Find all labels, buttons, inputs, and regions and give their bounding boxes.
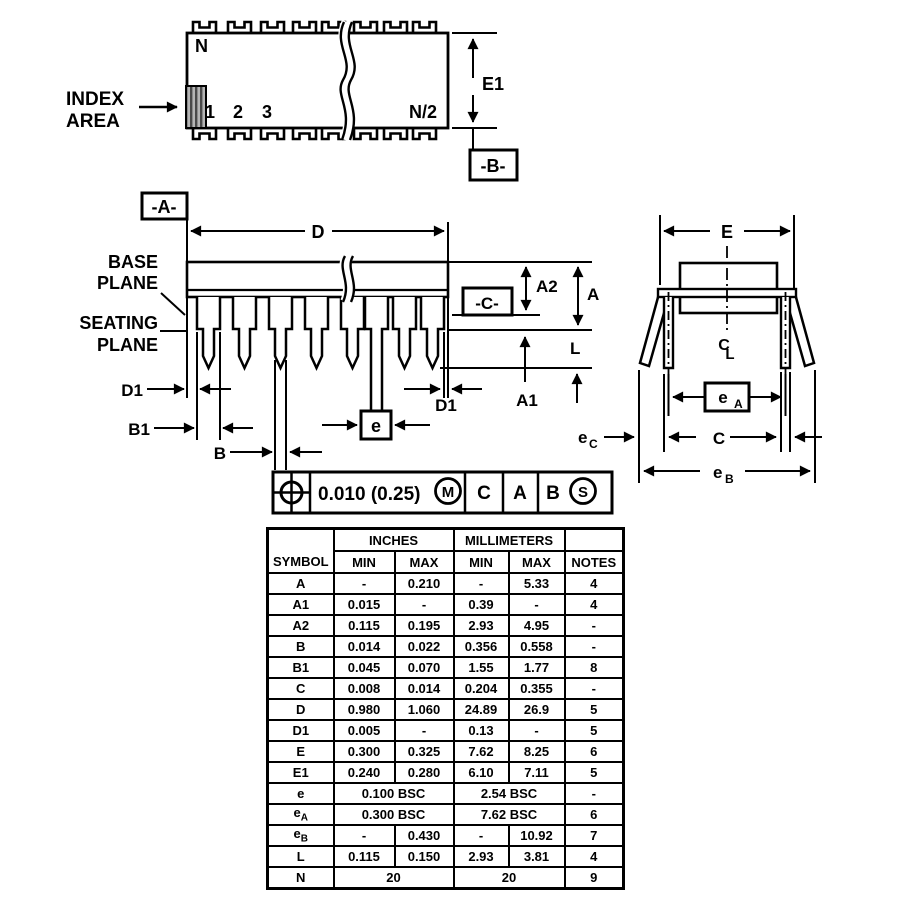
dim-e-end-label: E [720,222,734,242]
table-row: N 20 20 9 [268,867,624,889]
svg-text:C: C [718,337,730,354]
col-header-max-inches: MAX [395,551,454,573]
table-row: A2 0.115 0.195 2.93 4.95 - [268,615,624,636]
col-header-inches: INCHES [334,529,454,552]
dim-d1-left-label: D1 [121,381,143,400]
table-row: C 0.008 0.014 0.204 0.355 - [268,678,624,699]
table-row: E 0.300 0.325 7.62 8.25 6 [268,741,624,762]
col-header-min-mm: MIN [454,551,509,573]
top-view [66,22,517,180]
base-plane-label-2: PLANE [96,273,158,293]
tolerance-frame [273,472,612,513]
col-header-notes: NOTES [565,551,624,573]
table-row: D 0.980 1.060 24.89 26.9 5 [268,699,624,720]
dim-ea-label: e [718,388,728,407]
dim-e-label: e [370,416,382,436]
table-row: D1 0.005 - 0.13 - 5 [268,720,624,741]
col-header-millimeters: MILLIMETERS [454,529,565,552]
index-area-label-2: AREA [66,111,120,132]
dimension-table [266,527,625,890]
pin-n-label: N [195,36,208,56]
svg-text:S: S [577,484,589,501]
table-row: E1 0.240 0.280 6.10 7.11 5 [268,762,624,783]
col-header-max-mm: MAX [509,551,565,573]
table-row: A1 0.015 - 0.39 - 4 [268,594,624,615]
dim-l-label: L [570,339,581,358]
top-view-pins-top [193,22,436,33]
dim-e1-label: E1 [482,74,505,94]
dim-a-label: A [587,285,600,304]
pin-2-label: 2 [232,102,244,122]
table-row: L 0.115 0.150 2.93 3.81 4 [268,846,624,867]
seating-plane-label: SEATING [79,313,158,333]
table-row: A - 0.210 - 5.33 4 [268,573,624,594]
table-row: $e_B$ - 0.430 - 10.92 7 [268,825,624,846]
col-header-notes-spacer [565,529,624,552]
end-view [578,215,822,486]
dim-b1-label: B1 [128,420,150,439]
dim-d-label: D [311,222,325,242]
dim-c-label: C [712,429,726,448]
datum-ref-a: A [513,483,527,504]
package-body-side [187,262,448,297]
pin-1-label: 1 [204,102,216,122]
dim-a1-label: A1 [516,391,538,410]
index-area-mark [186,86,206,128]
dim-a2-label: A2 [536,277,558,296]
side-view-pins [197,297,444,411]
svg-text:M: M [441,484,455,501]
dim-eb-label: e [713,463,723,482]
datum-c-label: -C- [475,294,499,313]
table-row: B 0.014 0.022 0.356 0.558 - [268,636,624,657]
dim-ea-sub: A [734,397,743,411]
centerline-symbol [718,337,734,363]
tolerance-value: 0.010 (0.25) [318,484,421,505]
table-row: e 0.100 BSC 2.54 BSC - [268,783,624,804]
datum-ref-c: C [477,483,491,504]
datum-ref-b: B [546,483,560,504]
datum-a-label: -A- [151,197,177,217]
col-header-min-inches: MIN [334,551,395,573]
pin-n2-label: N/2 [408,102,437,122]
datum-b-label: -B- [480,156,506,176]
base-plane-label: BASE [107,252,158,272]
dim-d1-right-label: D1 [435,396,457,415]
seating-plane-label-2: PLANE [96,335,158,355]
side-view [79,193,599,470]
table-row: B1 0.045 0.070 1.55 1.77 8 [268,657,624,678]
dim-eb-sub: B [725,472,734,486]
pin-3-label: 3 [261,102,273,122]
dim-b-label: B [213,444,226,463]
table-row: $e_A$ 0.300 BSC 7.62 BSC 6 [268,804,624,825]
svg-text:L: L [725,346,735,363]
index-area-label: INDEX [66,89,125,110]
dim-ec-sub: C [589,437,598,451]
top-view-pins-bottom [193,128,436,139]
col-header-symbol: SYMBOL [268,529,334,574]
dim-ec-label: e [578,428,588,447]
